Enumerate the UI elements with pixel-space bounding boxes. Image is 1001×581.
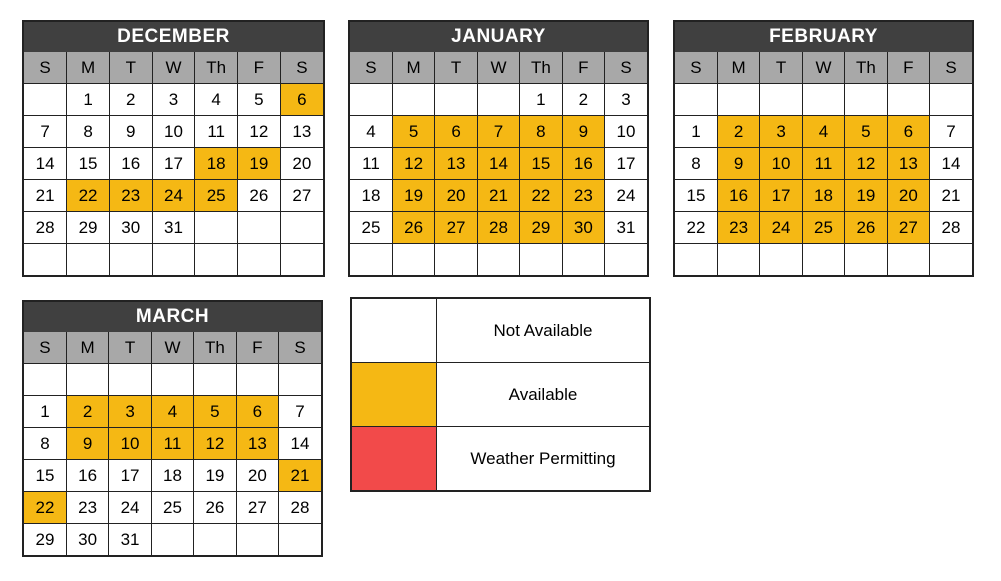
- day-cell: 25: [350, 212, 392, 244]
- legend-label-available: Available: [508, 384, 578, 404]
- day-cell: 15: [520, 148, 562, 180]
- day-cell: 15: [24, 460, 66, 492]
- weekday-header: Th: [194, 332, 236, 364]
- weekday-header-row: [24, 52, 323, 84]
- day-cell: 1: [520, 84, 562, 116]
- day-cell: 11: [151, 428, 193, 460]
- empty-day-cell: [66, 364, 108, 396]
- day-cell: 2: [66, 396, 108, 428]
- empty-day-cell: [194, 364, 236, 396]
- day-cell: 20: [435, 180, 477, 212]
- weekday-header: W: [477, 52, 519, 84]
- empty-day-cell: [435, 84, 477, 116]
- day-cell: 1: [67, 84, 110, 116]
- week-row: [24, 460, 321, 492]
- week-row: [675, 148, 972, 180]
- day-cell: 31: [109, 524, 151, 556]
- weekday-header: S: [24, 52, 67, 84]
- week-row: [24, 212, 323, 244]
- month-title: FEBRUARY: [675, 22, 972, 52]
- legend: [350, 297, 651, 492]
- day-cell: 9: [66, 428, 108, 460]
- day-cell: 30: [66, 524, 108, 556]
- day-cell: 1: [24, 396, 66, 428]
- week-row: [350, 148, 647, 180]
- week-row: [675, 84, 972, 116]
- day-cell: 18: [802, 180, 844, 212]
- week-row: [24, 84, 323, 116]
- week-row: [675, 180, 972, 212]
- empty-day-cell: [392, 84, 434, 116]
- day-cell: 12: [392, 148, 434, 180]
- empty-day-cell: [477, 244, 519, 276]
- day-cell: 12: [238, 116, 281, 148]
- empty-day-cell: [675, 244, 717, 276]
- day-cell: 22: [24, 492, 66, 524]
- week-row: [350, 116, 647, 148]
- day-cell: 24: [109, 492, 151, 524]
- day-cell: 27: [435, 212, 477, 244]
- day-cell: 1: [675, 116, 717, 148]
- day-cell: 26: [392, 212, 434, 244]
- legend-label-not-available: Not Available: [493, 320, 593, 340]
- calendar-january: [348, 20, 649, 277]
- month-title: MARCH: [24, 302, 321, 332]
- empty-day-cell: [802, 244, 844, 276]
- empty-day-cell: [350, 244, 392, 276]
- calendar-grid: [350, 52, 647, 275]
- week-row: [350, 180, 647, 212]
- empty-day-cell: [675, 84, 717, 116]
- day-cell: 23: [66, 492, 108, 524]
- empty-day-cell: [280, 244, 323, 276]
- day-cell: 18: [350, 180, 392, 212]
- week-row: [24, 524, 321, 556]
- day-cell: 10: [605, 116, 647, 148]
- day-cell: 6: [435, 116, 477, 148]
- empty-day-cell: [845, 84, 887, 116]
- day-cell: 14: [24, 148, 67, 180]
- week-row: [24, 428, 321, 460]
- day-cell: 13: [280, 116, 323, 148]
- day-cell: 6: [280, 84, 323, 116]
- empty-day-cell: [236, 524, 278, 556]
- weekday-header: W: [802, 52, 844, 84]
- day-cell: 23: [109, 180, 152, 212]
- week-row: [24, 244, 323, 276]
- weekday-header: S: [930, 52, 972, 84]
- day-cell: 19: [194, 460, 236, 492]
- weekday-header: W: [151, 332, 193, 364]
- empty-day-cell: [195, 212, 238, 244]
- weekday-header: S: [675, 52, 717, 84]
- day-cell: 29: [520, 212, 562, 244]
- empty-day-cell: [435, 244, 477, 276]
- day-cell: 7: [477, 116, 519, 148]
- day-cell: 4: [151, 396, 193, 428]
- empty-day-cell: [151, 524, 193, 556]
- day-cell: 7: [279, 396, 321, 428]
- day-cell: 21: [930, 180, 972, 212]
- weekday-header: T: [109, 52, 152, 84]
- day-cell: 8: [520, 116, 562, 148]
- calendar-march: [22, 300, 323, 557]
- day-cell: 2: [717, 116, 759, 148]
- day-cell: 2: [109, 84, 152, 116]
- day-cell: 31: [605, 212, 647, 244]
- day-cell: 12: [194, 428, 236, 460]
- month-title: JANUARY: [350, 22, 647, 52]
- empty-day-cell: [280, 212, 323, 244]
- weekday-header: M: [717, 52, 759, 84]
- day-cell: 25: [151, 492, 193, 524]
- empty-day-cell: [887, 84, 929, 116]
- empty-day-cell: [930, 244, 972, 276]
- empty-day-cell: [152, 244, 195, 276]
- calendar-grid: [24, 332, 321, 555]
- day-cell: 20: [887, 180, 929, 212]
- day-cell: 16: [66, 460, 108, 492]
- weekday-header-row: [24, 332, 321, 364]
- day-cell: 29: [67, 212, 110, 244]
- day-cell: 15: [67, 148, 110, 180]
- day-cell: 23: [562, 180, 604, 212]
- weekday-header: S: [605, 52, 647, 84]
- day-cell: 22: [675, 212, 717, 244]
- empty-day-cell: [717, 84, 759, 116]
- weekday-header: F: [238, 52, 281, 84]
- day-cell: 8: [675, 148, 717, 180]
- day-cell: 30: [109, 212, 152, 244]
- empty-day-cell: [236, 364, 278, 396]
- day-cell: 21: [477, 180, 519, 212]
- empty-day-cell: [562, 244, 604, 276]
- day-cell: 19: [238, 148, 281, 180]
- day-cell: 29: [24, 524, 66, 556]
- weekday-header: Th: [520, 52, 562, 84]
- day-cell: 8: [67, 116, 110, 148]
- weekday-header-row: [675, 52, 972, 84]
- weekday-header: T: [435, 52, 477, 84]
- day-cell: 10: [760, 148, 802, 180]
- weekday-header: M: [392, 52, 434, 84]
- day-cell: 12: [845, 148, 887, 180]
- day-cell: 27: [280, 180, 323, 212]
- weekday-header: F: [562, 52, 604, 84]
- day-cell: 3: [760, 116, 802, 148]
- day-cell: 28: [24, 212, 67, 244]
- day-cell: 7: [930, 116, 972, 148]
- day-cell: 27: [236, 492, 278, 524]
- weekday-header: T: [760, 52, 802, 84]
- empty-day-cell: [802, 84, 844, 116]
- day-cell: 14: [279, 428, 321, 460]
- empty-day-cell: [194, 524, 236, 556]
- empty-day-cell: [350, 84, 392, 116]
- day-cell: 17: [109, 460, 151, 492]
- week-row: [675, 244, 972, 276]
- weekday-header: F: [236, 332, 278, 364]
- empty-day-cell: [238, 212, 281, 244]
- month-title: DECEMBER: [24, 22, 323, 52]
- week-row: [24, 492, 321, 524]
- weekday-header-row: [350, 52, 647, 84]
- weekday-header: W: [152, 52, 195, 84]
- weekday-header: Th: [195, 52, 238, 84]
- empty-day-cell: [477, 84, 519, 116]
- day-cell: 28: [930, 212, 972, 244]
- day-cell: 11: [350, 148, 392, 180]
- day-cell: 24: [152, 180, 195, 212]
- day-cell: 24: [760, 212, 802, 244]
- weekday-header: F: [887, 52, 929, 84]
- legend-row-not-available: [352, 299, 649, 363]
- day-cell: 28: [477, 212, 519, 244]
- weekday-header: Th: [845, 52, 887, 84]
- weekday-header: S: [24, 332, 66, 364]
- week-row: [24, 116, 323, 148]
- empty-day-cell: [930, 84, 972, 116]
- day-cell: 2: [562, 84, 604, 116]
- day-cell: 11: [195, 116, 238, 148]
- weekday-header: S: [280, 52, 323, 84]
- weekday-header: M: [66, 332, 108, 364]
- empty-day-cell: [151, 364, 193, 396]
- day-cell: 9: [109, 116, 152, 148]
- day-cell: 16: [717, 180, 759, 212]
- week-row: [350, 212, 647, 244]
- day-cell: 10: [109, 428, 151, 460]
- empty-day-cell: [717, 244, 759, 276]
- empty-day-cell: [392, 244, 434, 276]
- day-cell: 5: [194, 396, 236, 428]
- day-cell: 9: [717, 148, 759, 180]
- week-row: [675, 212, 972, 244]
- day-cell: 3: [152, 84, 195, 116]
- weekday-header: T: [109, 332, 151, 364]
- calendar-december: [22, 20, 325, 277]
- day-cell: 20: [280, 148, 323, 180]
- day-cell: 10: [152, 116, 195, 148]
- day-cell: 11: [802, 148, 844, 180]
- day-cell: 26: [845, 212, 887, 244]
- day-cell: 19: [845, 180, 887, 212]
- day-cell: 28: [279, 492, 321, 524]
- weekday-header: M: [67, 52, 110, 84]
- day-cell: 26: [238, 180, 281, 212]
- empty-day-cell: [24, 364, 66, 396]
- day-cell: 27: [887, 212, 929, 244]
- empty-day-cell: [109, 244, 152, 276]
- empty-day-cell: [24, 244, 67, 276]
- day-cell: 17: [760, 180, 802, 212]
- day-cell: 14: [477, 148, 519, 180]
- day-cell: 26: [194, 492, 236, 524]
- day-cell: 22: [520, 180, 562, 212]
- day-cell: 13: [435, 148, 477, 180]
- day-cell: 20: [236, 460, 278, 492]
- day-cell: 5: [392, 116, 434, 148]
- empty-day-cell: [760, 244, 802, 276]
- legend-label-weather-permitting: Weather Permitting: [470, 448, 616, 468]
- empty-day-cell: [760, 84, 802, 116]
- day-cell: 4: [350, 116, 392, 148]
- legend-swatch-available: [352, 363, 437, 426]
- week-row: [24, 180, 323, 212]
- day-cell: 14: [930, 148, 972, 180]
- week-row: [24, 396, 321, 428]
- day-cell: 8: [24, 428, 66, 460]
- day-cell: 4: [802, 116, 844, 148]
- empty-day-cell: [195, 244, 238, 276]
- day-cell: 21: [279, 460, 321, 492]
- legend-swatch-not-available: [352, 299, 437, 362]
- empty-day-cell: [520, 244, 562, 276]
- weekday-header: S: [279, 332, 321, 364]
- day-cell: 3: [605, 84, 647, 116]
- legend-swatch-weather-permitting: [352, 427, 437, 490]
- empty-day-cell: [845, 244, 887, 276]
- day-cell: 31: [152, 212, 195, 244]
- day-cell: 17: [152, 148, 195, 180]
- day-cell: 23: [717, 212, 759, 244]
- day-cell: 22: [67, 180, 110, 212]
- empty-day-cell: [24, 84, 67, 116]
- weekday-header: S: [350, 52, 392, 84]
- day-cell: 13: [887, 148, 929, 180]
- day-cell: 18: [195, 148, 238, 180]
- calendar-grid: [675, 52, 972, 275]
- empty-day-cell: [238, 244, 281, 276]
- day-cell: 21: [24, 180, 67, 212]
- legend-row-available: [352, 363, 649, 427]
- calendar-february: [673, 20, 974, 277]
- day-cell: 4: [195, 84, 238, 116]
- day-cell: 16: [109, 148, 152, 180]
- day-cell: 13: [236, 428, 278, 460]
- empty-day-cell: [279, 524, 321, 556]
- calendar-grid: [24, 52, 323, 275]
- day-cell: 5: [238, 84, 281, 116]
- day-cell: 6: [887, 116, 929, 148]
- empty-day-cell: [887, 244, 929, 276]
- day-cell: 18: [151, 460, 193, 492]
- day-cell: 25: [802, 212, 844, 244]
- day-cell: 5: [845, 116, 887, 148]
- empty-day-cell: [109, 364, 151, 396]
- empty-day-cell: [279, 364, 321, 396]
- day-cell: 17: [605, 148, 647, 180]
- week-row: [24, 364, 321, 396]
- week-row: [350, 84, 647, 116]
- week-row: [675, 116, 972, 148]
- day-cell: 16: [562, 148, 604, 180]
- day-cell: 24: [605, 180, 647, 212]
- empty-day-cell: [605, 244, 647, 276]
- week-row: [350, 244, 647, 276]
- week-row: [24, 148, 323, 180]
- empty-day-cell: [67, 244, 110, 276]
- legend-row-weather-permitting: [352, 427, 649, 490]
- day-cell: 15: [675, 180, 717, 212]
- day-cell: 19: [392, 180, 434, 212]
- day-cell: 6: [236, 396, 278, 428]
- day-cell: 7: [24, 116, 67, 148]
- day-cell: 9: [562, 116, 604, 148]
- day-cell: 30: [562, 212, 604, 244]
- day-cell: 25: [195, 180, 238, 212]
- day-cell: 3: [109, 396, 151, 428]
